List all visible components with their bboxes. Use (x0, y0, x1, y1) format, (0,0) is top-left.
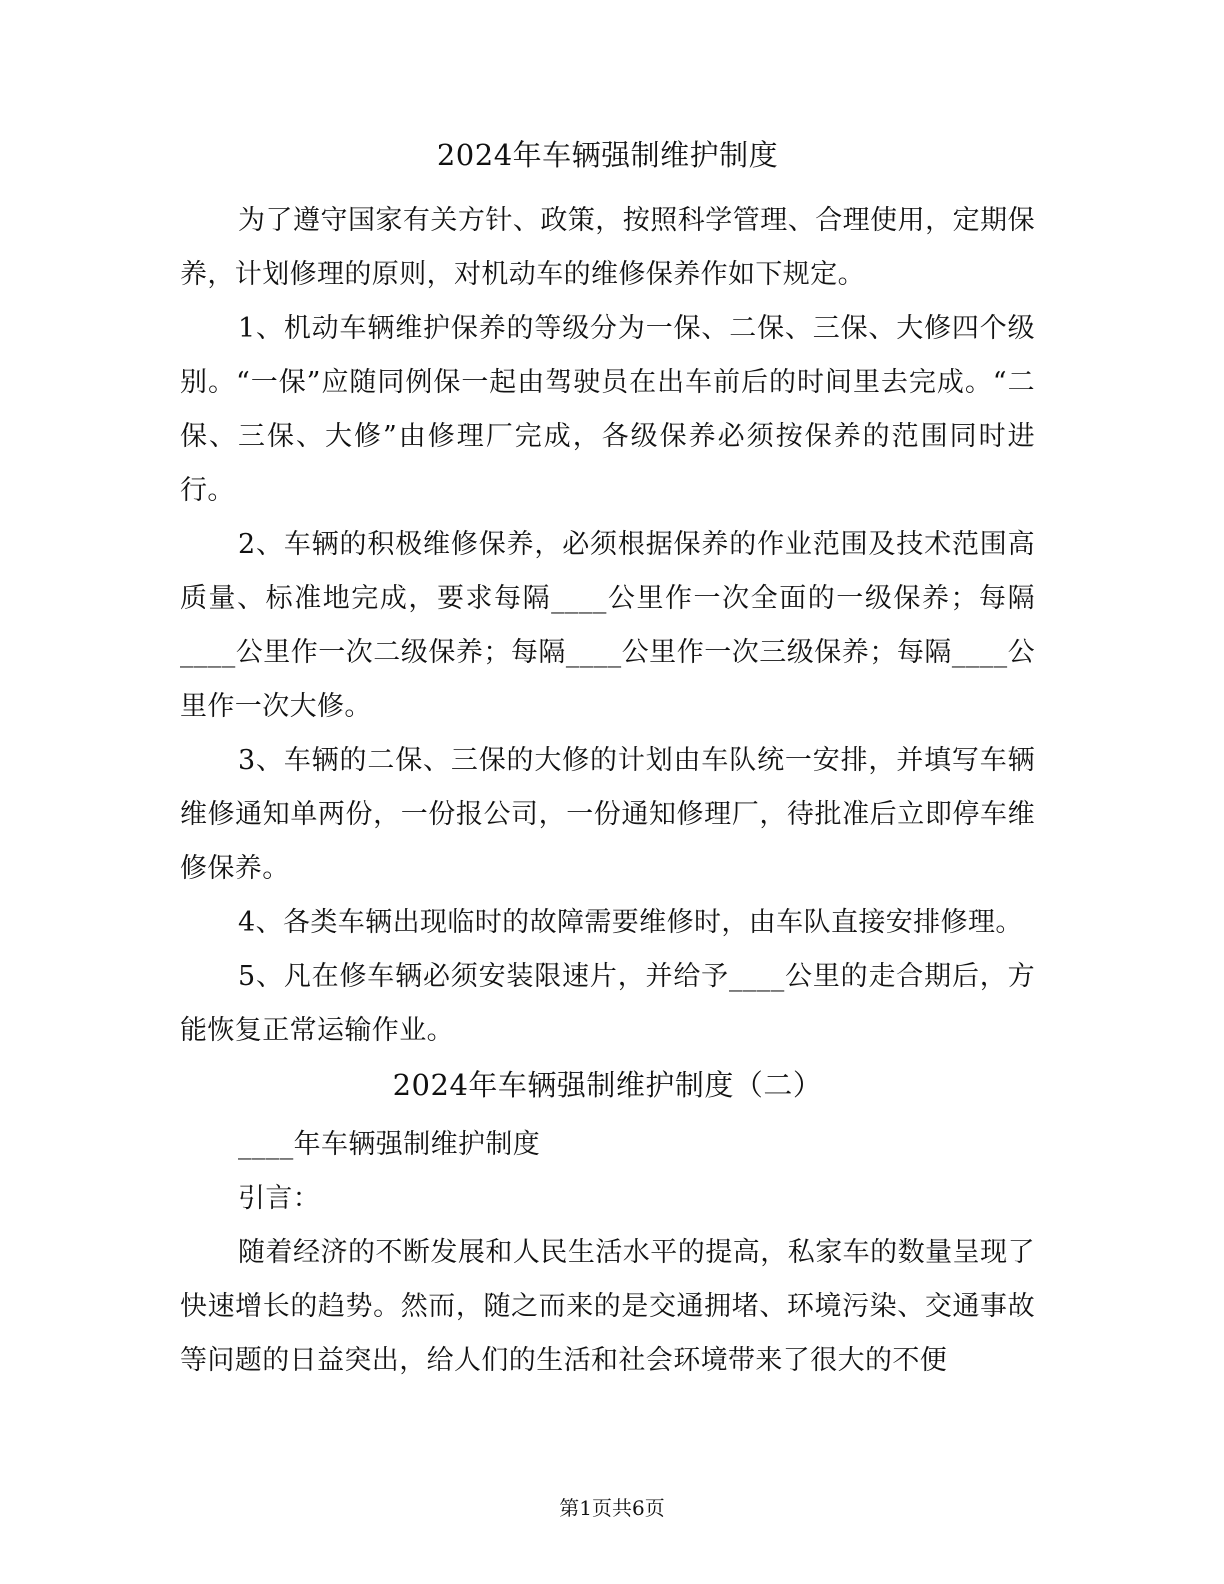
document-title: 2024年车辆强制维护制度 (436, 138, 779, 172)
preface-label: 引言： (238, 1183, 321, 1214)
section-2-subtitle: ____年车辆强制维护制度 (238, 1129, 541, 1160)
rule-item-5: 5、凡在修车辆必须安装限速片，并给予____公里的走合期后，方能恢复正常运输作业。 (180, 961, 1035, 1046)
preface-paragraph: 随着经济的不断发展和人民生活水平的提高，私家车的数量呈现了快速增长的趋势。然而，随之而来的是交通拥堵、环境污染、交通事故等问题的日益突出，给人们的生活和社会环境带来了很大的不便 (180, 1237, 1035, 1376)
rule-item-1: 1、机动车辆维护保养的等级分为一保、二保、三保、大修四个级别。“一保”应随同例保一起由驾驶员在出车前后的时间里去完成。“二保、三保、大修”由修理厂完成，各级保养必须按保养的范围同时进行。 (180, 313, 1035, 506)
rule-item-4: 4、各类车辆出现临时的故障需要维修时，由车队直接安排修理。 (238, 907, 1023, 938)
rule-item-2: 2、车辆的积极维修保养，必须根据保养的作业范围及技术范围高质量、标准地完成，要求每隔____公里作一次全面的一级保养；每隔____公里作一次二级保养；每隔____公里作一次三级保养；每隔____公里作一次大修。 (180, 529, 1035, 722)
rule-item-3: 3、车辆的二保、三保的大修的计划由车队统一安排，并填写车辆维修通知单两份，一份报公司，一份通知修理厂，待批准后立即停车维修保养。 (180, 745, 1035, 884)
page-number-footer: 第1页共6页 (559, 1496, 665, 1520)
document-body (180, 128, 1035, 1388)
intro-paragraph: 为了遵守国家有关方针、政策，按照科学管理、合理使用，定期保养，计划修理的原则，对机动车的维修保养作如下规定。 (180, 205, 1035, 290)
section-2-title: 2024年车辆强制维护制度（二） (392, 1068, 823, 1102)
